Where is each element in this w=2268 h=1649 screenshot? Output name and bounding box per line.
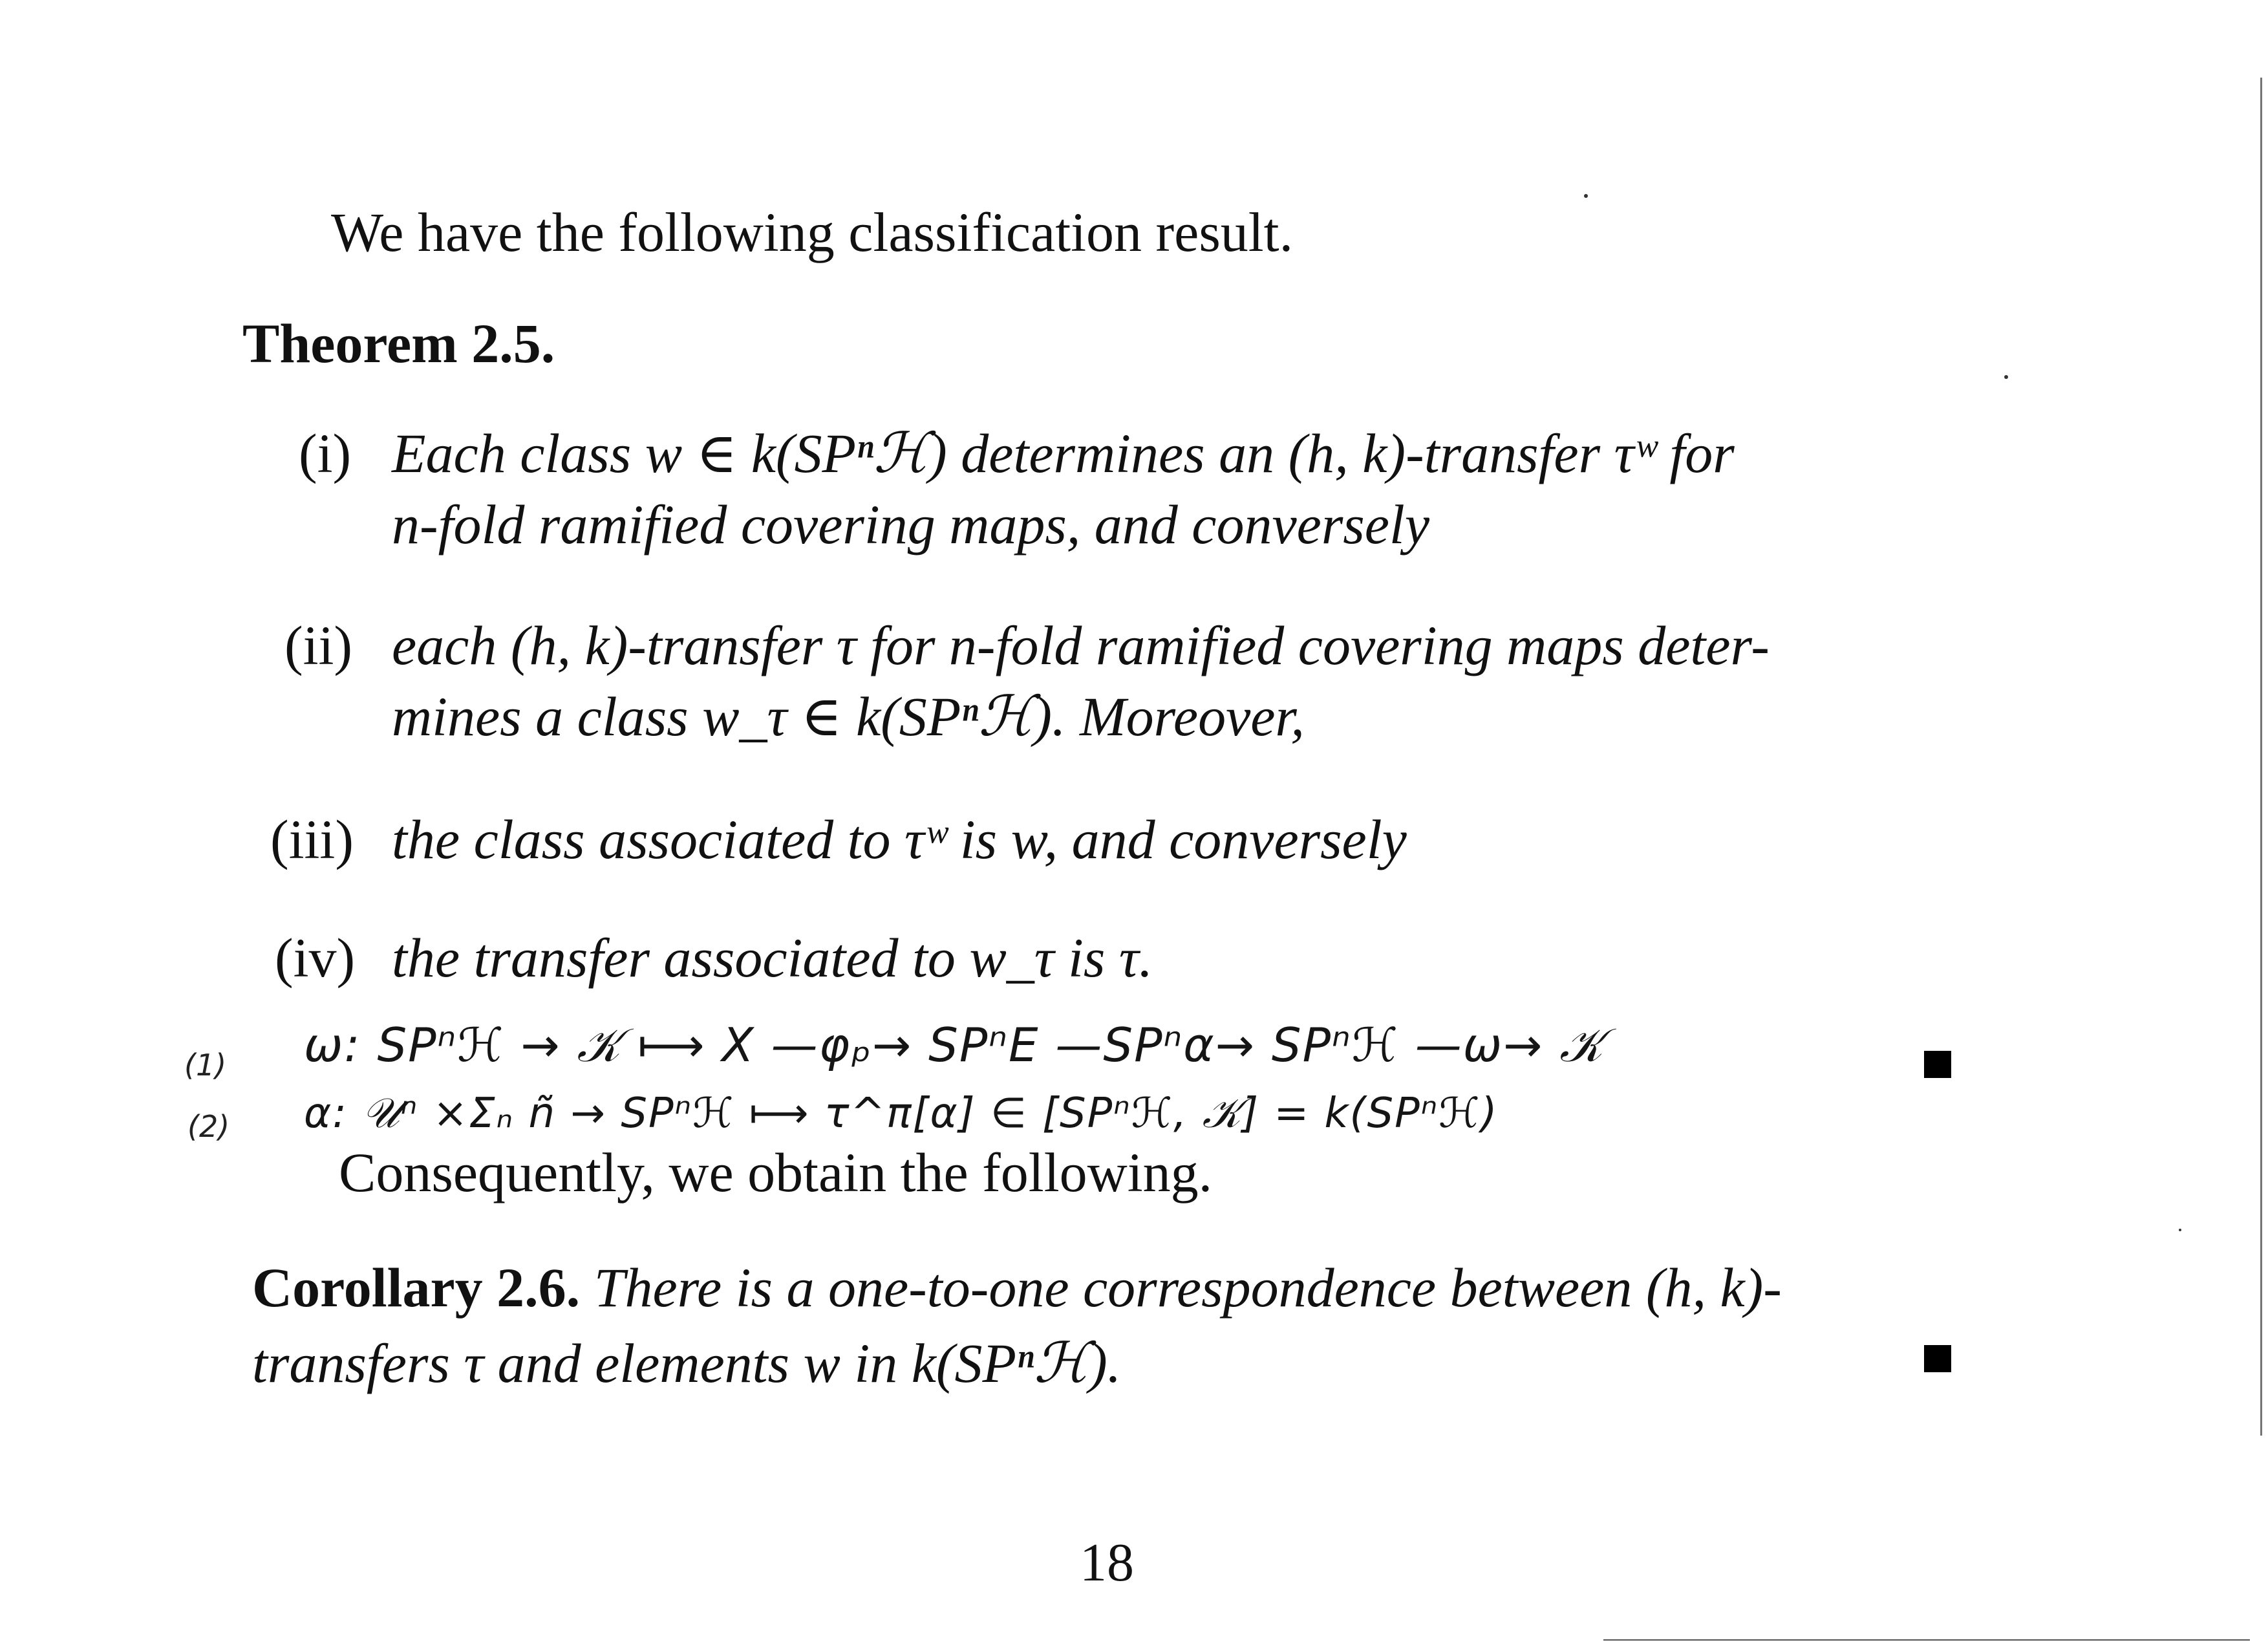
scan-edge-bottom <box>1603 1639 2250 1641</box>
theorem-heading: Theorem 2.5. <box>242 312 555 374</box>
scan-dust <box>2004 375 2008 379</box>
corollary-line <box>252 1256 1782 1319</box>
scan-dust <box>2179 1229 2181 1231</box>
corollary-text: transfers τ and elements w in k(SPⁿℋ). <box>252 1332 1122 1394</box>
intro-sentence: We have the following classification result. <box>331 201 1294 263</box>
theorem-item-text: the transfer associated to w_τ is τ. <box>392 927 1153 989</box>
theorem-item-text: the class associated to τʷ is w, and conversely <box>392 808 1407 870</box>
page-number: 18 <box>1080 1533 1134 1593</box>
handwritten-label: (1) <box>184 1048 227 1083</box>
consequently-sentence: Consequently, we obtain the following. <box>339 1141 1213 1203</box>
corollary-text: There is a one-to-one correspondence between (h, k)- <box>594 1256 1782 1319</box>
theorem-item-label: (i) <box>299 422 352 484</box>
theorem-item-text: Each class w ∈ k(SPⁿℋ) determines an (h, k)-transfer τʷ for <box>392 422 1735 484</box>
qed-square <box>1924 1051 1951 1078</box>
theorem-item-label: (iii) <box>270 808 354 870</box>
corollary-heading: Corollary 2.6. <box>252 1256 581 1319</box>
theorem-item-label: (ii) <box>284 614 353 676</box>
theorem-item-text: each (h, k)-transfer τ for n-fold ramified covering maps deter- <box>392 614 1770 676</box>
handwritten-label: (2) <box>187 1109 230 1144</box>
scan-edge-right <box>2260 78 2262 1436</box>
scan-dust <box>1584 194 1588 198</box>
theorem-item-label: (iv) <box>275 927 356 989</box>
handwritten-note: ω: SPⁿℋ → 𝒦 ⟼ X —φₚ→ SPⁿE —SPⁿα→ SPⁿℋ —ω→ 𝒦 <box>304 1018 1605 1072</box>
qed-square <box>1924 1345 1951 1372</box>
theorem-item-text: n-fold ramified covering maps, and conversely <box>392 493 1429 555</box>
theorem-item-text: mines a class w_τ ∈ k(SPⁿℋ). Moreover, <box>392 685 1305 748</box>
handwritten-note: α: 𝒰ⁿ ×Σₙ ñ → SPⁿℋ ⟼ τ^π[α] ∈ [SPⁿℋ, 𝒦] = k(SPⁿℋ) <box>304 1090 1499 1137</box>
